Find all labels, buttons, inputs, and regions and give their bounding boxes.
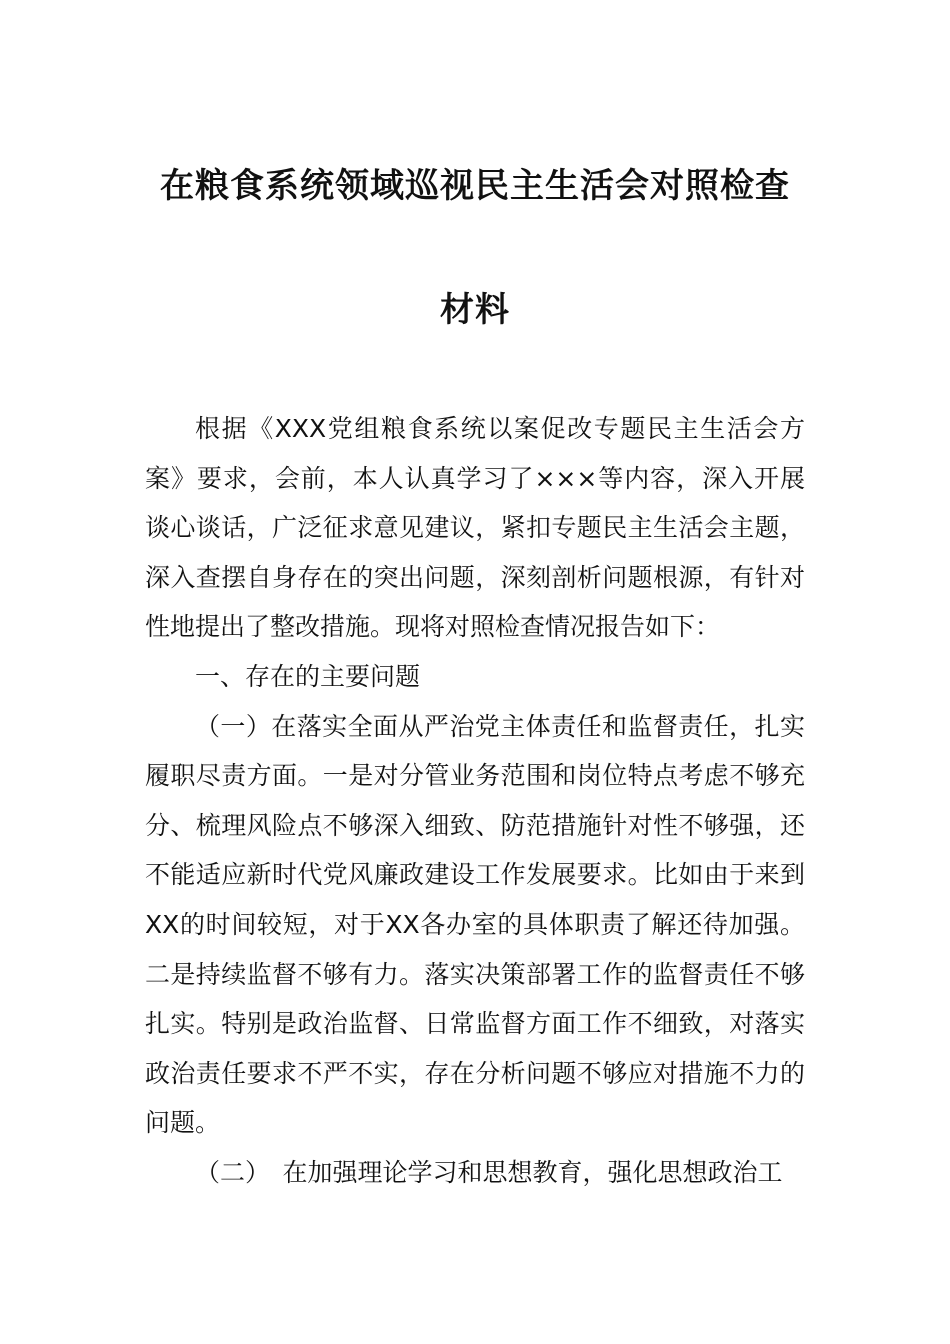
section-heading-problems: 一、存在的主要问题	[195, 661, 421, 691]
problem-paragraph-2: （二） 在加强理论学习和思想教育，强化思想政治工	[195, 1157, 783, 1187]
document-title-line-1: 在粮食系统领域巡视民主生活会对照检查	[160, 166, 790, 206]
intro-paragraph: 根据《XXX党组粮食系统以案促改专题民主生活会方案》要求，会前，本人认真学习了×××等内容，深入开展谈心谈话，广泛征求意见建议，紧扣专题民主生活会主题，深入查摆自身存在的突出问题，深刻剖析问题根源，有针对性地提出了整改措施。现将对照检查情况报告如下：	[145, 414, 805, 642]
document-body	[145, 404, 805, 1198]
document-title-line-2: 材料	[440, 290, 510, 330]
problem-paragraph-1: （一）在落实全面从严治党主体责任和监督责任，扎实履职尽责方面。一是对分管业务范围和岗位特点考虑不够充分、梳理风险点不够深入细致、防范措施针对性不够强，还不能适应新时代党风廉政建设工作发展要求。比如由于来到XX的时间较短，对于XX各办室的具体职责了解还待加强。二是持续监督不够有力。落实决策部署工作的监督责任不够扎实。特别是政治监督、日常监督方面工作不细致，对落实政治责任要求不严不实，存在分析问题不够应对措施不力的问题。	[145, 711, 805, 1138]
